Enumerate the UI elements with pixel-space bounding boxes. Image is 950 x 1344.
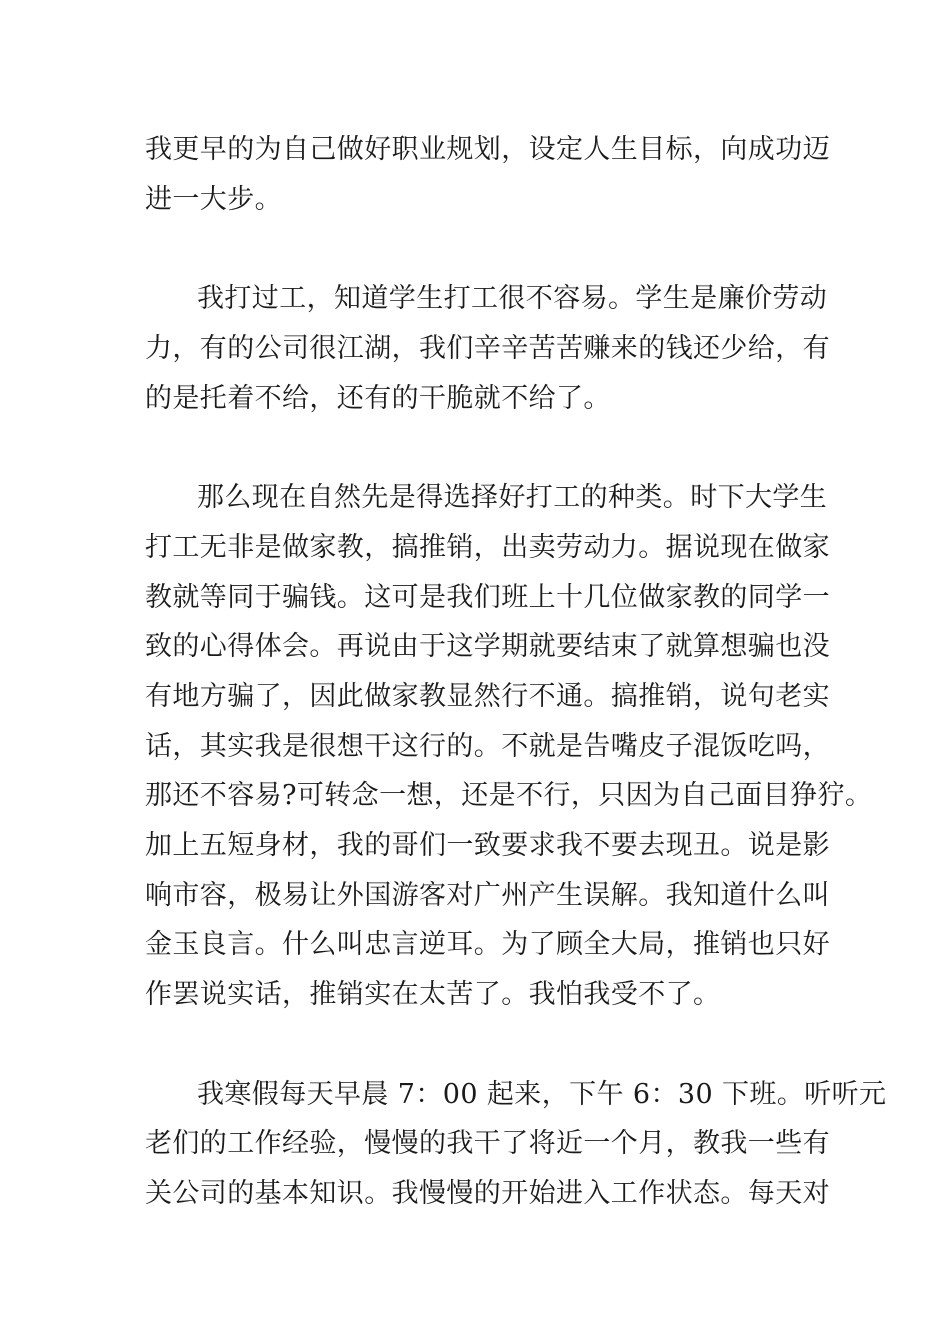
paragraph-4-line-3: 关公司的基本知识。我慢慢的开始进入工作状态。每天对 [145, 1178, 830, 1209]
paragraph-2-line-2: 力，有的公司很江湖，我们辛辛苦苦赚来的钱还少给，有 [145, 333, 830, 364]
paragraph-3-line-5: 有地方骗了，因此做家教显然行不通。搞推销，说句老实 [145, 681, 830, 712]
paragraph-1-line-1: 我更早的为自己做好职业规划，设定人生目标，向成功迈 [145, 134, 830, 165]
paragraph-3-line-1: 那么现在自然先是得选择好打工的种类。时下大学生 [197, 482, 828, 513]
paragraph-1-line-2: 进一大步。 [145, 184, 282, 215]
paragraph-3-line-11: 作罢说实话，推销实在太苦了。我怕我受不了。 [145, 979, 721, 1010]
paragraph-3-line-3: 教就等同于骗钱。这可是我们班上十几位做家教的同学一 [145, 582, 830, 613]
paragraph-4-line-2: 老们的工作经验，慢慢的我干了将近一个月，教我一些有 [145, 1128, 830, 1159]
paragraph-3-line-7: 那还不容易?可转念一想，还是不行，只因为自己面目狰狞。 [145, 780, 873, 811]
paragraph-3-line-8: 加上五短身材，我的哥们一致要求我不要去现丑。说是影 [145, 830, 830, 861]
paragraph-3-line-10: 金玉良言。什么叫忠言逆耳。为了顾全大局，推销也只好 [145, 929, 830, 960]
paragraph-3-line-6: 话，其实我是很想干这行的。不就是告嘴皮子混饭吃吗， [145, 731, 830, 762]
paragraph-4-line-1: 我寒假每天早晨 7：00 起来，下午 6：30 下班。听听元 [197, 1079, 887, 1110]
paragraph-3-line-2: 打工无非是做家教，搞推销，出卖劳动力。据说现在做家 [145, 532, 830, 563]
paragraph-2-line-1: 我打过工，知道学生打工很不容易。学生是廉价劳动 [197, 283, 828, 314]
paragraph-3-line-4: 致的心得体会。再说由于这学期就要结束了就算想骗也没 [145, 631, 830, 662]
paragraph-2-line-3: 的是托着不给，还有的干脆就不给了。 [145, 383, 611, 414]
paragraph-3-line-9: 响市容，极易让外国游客对广州产生误解。我知道什么叫 [145, 880, 830, 911]
